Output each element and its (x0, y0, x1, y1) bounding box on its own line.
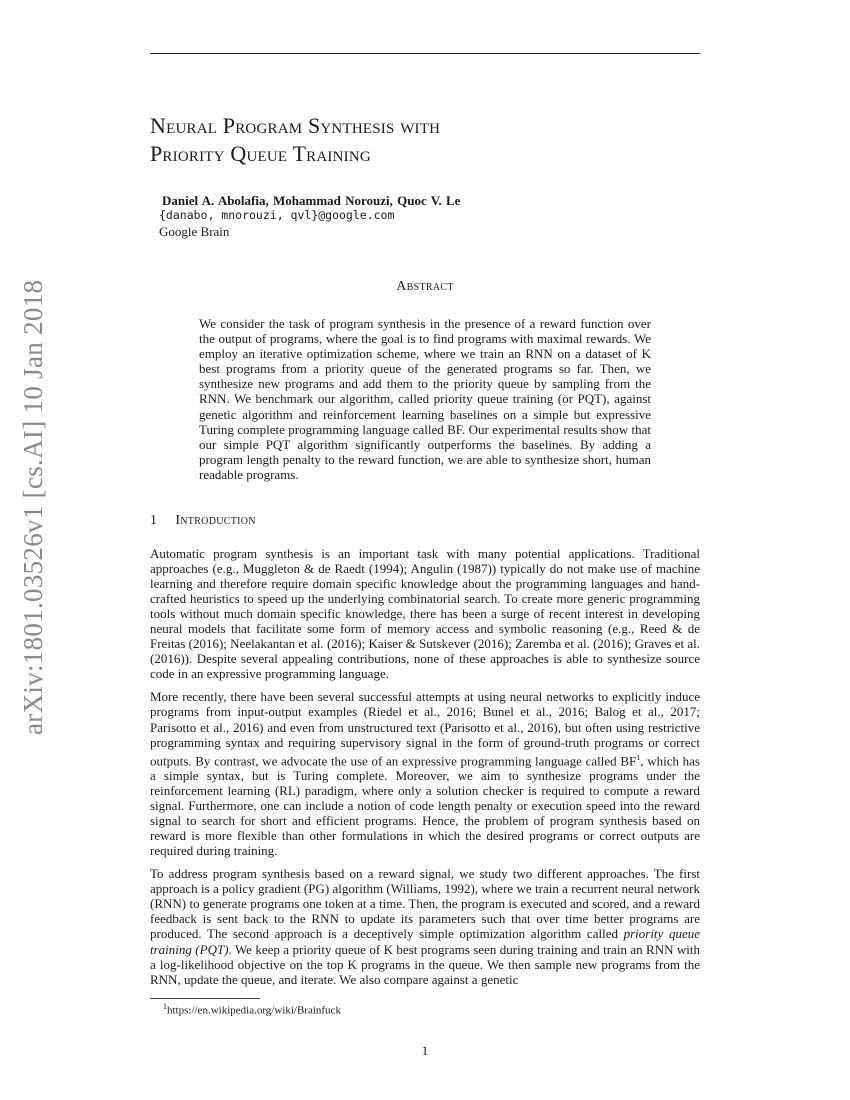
paper-title (150, 112, 710, 168)
introduction-body (150, 546, 700, 995)
title-line-2: Priority Queue Training (150, 141, 371, 166)
title-line-1: Neural Program Synthesis with (150, 113, 441, 138)
intro-paragraph-1: Automatic program synthesis is an important task with many potential applications. Traditional approaches (e.g., Muggleton & de Raedt (1994); Angulin (1987)) typically do not make use of machine learning and therefore require domain specific knowledge about the programming languages and hand-crafted heuristics to speed up the underlying combinatorial search. To create more generic programming tools without much domain specific knowledge, there has been a surge of recent interest in developing neural models that facilitate some form of memory access and symbolic reasoning (e.g., Reed & de Freitas (2016); Neelakantan et al. (2016); Kaiser & Sutskever (2016); Zaremba et al. (2016); Graves et al. (2016)). Despite several appealing contributions, none of these approaches is able to synthesize source code in an expressive programming language. (150, 546, 700, 682)
author-list: Daniel A. Abolafia, Mohammad Norouzi, Quoc V. Le (162, 193, 461, 208)
abstract-text: We consider the task of program synthesis in the presence of a reward function over the output of programs, where the goal is to find programs with maximal rewards. We employ an iterative optimization scheme, where we train an RNN on a dataset of K best programs from a priority queue of the generated programs so far. Then, we synthesize new programs and add them to the priority queue by sampling from the RNN. We benchmark our algorithm, called priority queue training (or PQT), against genetic algorithm and reinforcement learning baselines on a simple but expressive Turing complete programming language called BF. Our experimental results show that our simple PQT algorithm significantly outperforms the baselines. By adding a program length penalty to the reward function, we are able to synthesize short, human readable programs. (199, 316, 651, 482)
intro-paragraph-3-part-b: . We keep a priority queue of K best programs seen during training and train an RNN with a log-likelihood objective on the top K programs in the queue. We then sample new programs from the RNN, update the queue, and iterate. We also compare against a genetic (150, 941, 700, 987)
intro-paragraph-3 (150, 866, 700, 986)
footnote (163, 1002, 341, 1017)
intro-paragraph-2-part-b: , which has a simple syntax, but is Turing complete. Moreover, we aim to synthesize programs under the reinforcement learning (RL) paradigm, where only a solution checker is required to compute a reward signal. Furthermore, one can include a notion of code length penalty or execution speed into the reward signal to search for short and efficient programs. Hence, the problem of program synthesis based on reward is more flexible than other formulations in which the desired programs or correct outputs are required during training. (150, 752, 700, 859)
footnote-mark: 1 (163, 1002, 167, 1011)
top-rule (150, 53, 700, 54)
intro-paragraph-3-part-a: To address program synthesis based on a reward signal, we study two different approaches. The first approach is a policy gradient (PG) algorithm (Williams, 1992), where we train a recurrent neural network (RNN) to generate programs one token at a time. Then, the program is executed and scored, and a reward feedback is sent back to the RNN to update its parameters such that over time better programs are produced. The second approach is a deceptively simple optimization algorithm called (150, 866, 700, 942)
section-number: 1 (150, 513, 158, 528)
section-title: Introduction (175, 513, 256, 528)
footnote-reference: 1 (636, 752, 641, 762)
section-heading-introduction (150, 513, 256, 529)
intro-paragraph-2-part-a: More recently, there have been several successful attempts at using neural networks to explicitly induce programs from input-output examples (Riedel et al., 2016; Bunel et al., 2016; Balog et al., 2017; Parisotto et al., 2016) and even from unstructured text (Parisotto et al., 2016), but often using restrictive programming syntax and requiring supervisory signal in the form of ground-truth programs or correct outputs. By contrast, we advocate the use of an expressive programming language called BF (150, 689, 700, 768)
arxiv-identifier-stamp: arXiv:1801.03526v1 [cs.AI] 10 Jan 2018 (18, 279, 48, 735)
abstract-heading: Abstract (396, 279, 454, 294)
intro-paragraph-2 (150, 689, 700, 858)
footnote-link[interactable]: https://en.wikipedia.org/wiki/Brainfuck (167, 1004, 341, 1017)
footnote-rule (150, 998, 260, 999)
author-affiliation: Google Brain (159, 224, 230, 239)
page-number: 1 (421, 1043, 429, 1058)
author-emails: {danabo, mnorouzi, qvl}@google.com (159, 208, 395, 222)
intro-paragraph-3-emphasis: priority queue training (PQT) (150, 926, 700, 957)
